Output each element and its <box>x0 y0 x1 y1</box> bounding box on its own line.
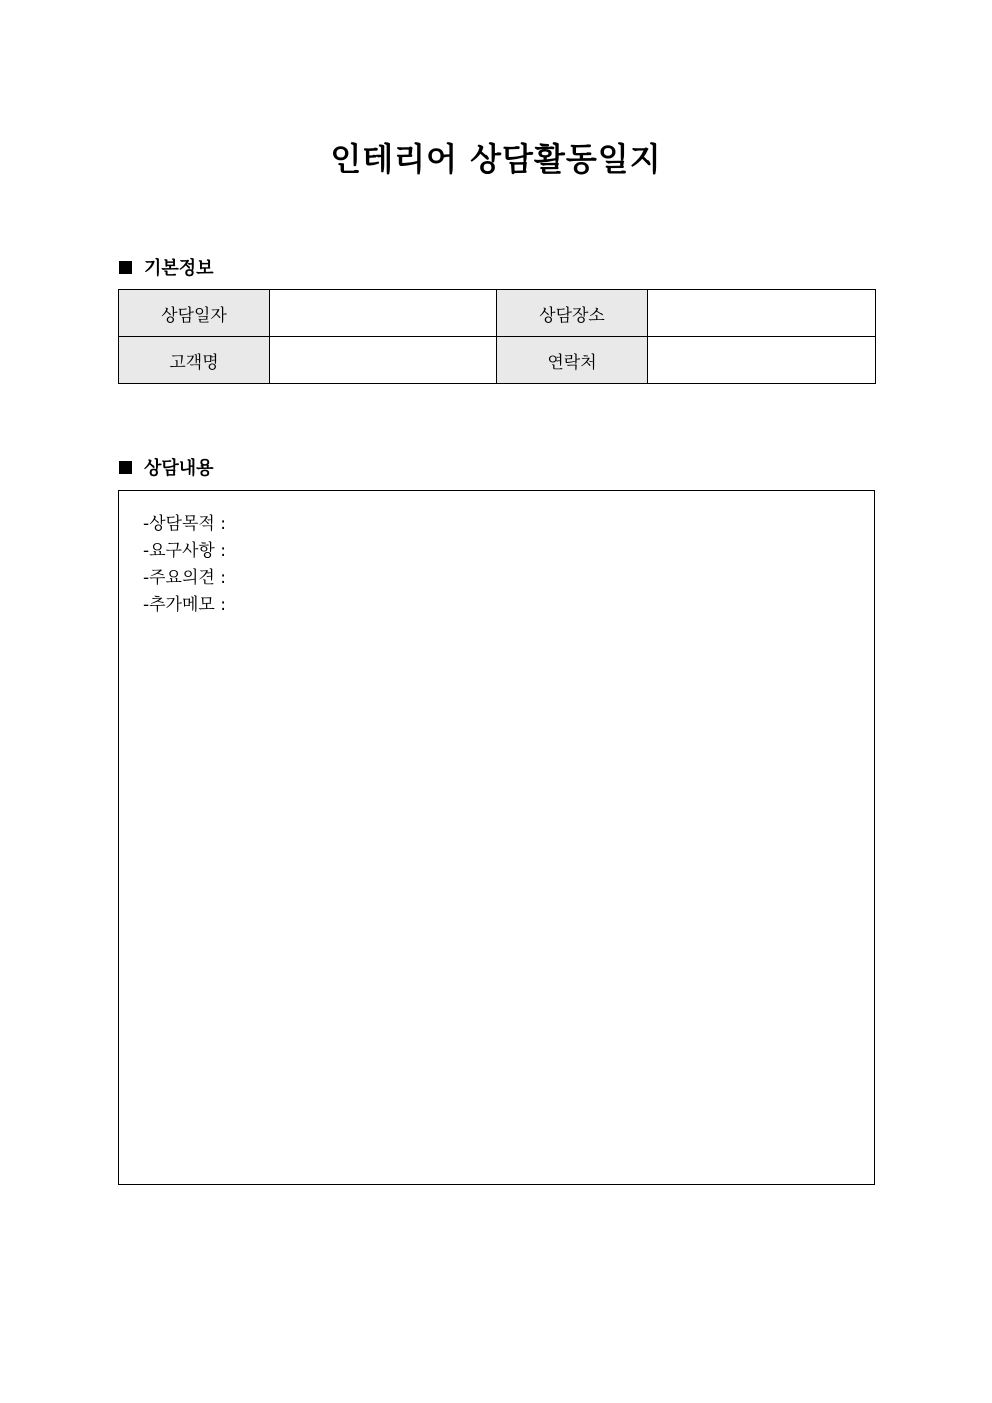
main-opinion-line: -주요의견 : <box>143 568 226 588</box>
customer-name-label: 고객명 <box>119 337 270 384</box>
consultation-heading-label: 상담내용 <box>144 458 214 479</box>
basic-info-heading-label: 기본정보 <box>144 258 214 279</box>
contact-field[interactable] <box>648 337 876 384</box>
basic-info-table <box>118 289 876 384</box>
consult-date-label: 상담일자 <box>119 290 270 337</box>
square-bullet-icon <box>119 261 132 274</box>
table-row <box>119 337 876 384</box>
consultation-content-box[interactable] <box>118 490 875 1185</box>
table-row <box>119 290 876 337</box>
customer-name-field[interactable] <box>270 337 497 384</box>
consultation-lines <box>143 511 226 619</box>
consultation-heading <box>119 454 214 480</box>
document-title: 인테리어 상담활동일지 <box>330 140 662 178</box>
contact-label: 연락처 <box>497 337 648 384</box>
square-bullet-icon <box>119 461 132 474</box>
consult-place-label: 상담장소 <box>497 290 648 337</box>
requirements-line: -요구사항 : <box>143 541 226 561</box>
basic-info-heading <box>119 254 214 280</box>
additional-memo-line: -추가메모 : <box>143 595 226 615</box>
consult-date-field[interactable] <box>270 290 497 337</box>
consult-purpose-line: -상담목적 : <box>143 514 226 534</box>
consult-place-field[interactable] <box>648 290 876 337</box>
